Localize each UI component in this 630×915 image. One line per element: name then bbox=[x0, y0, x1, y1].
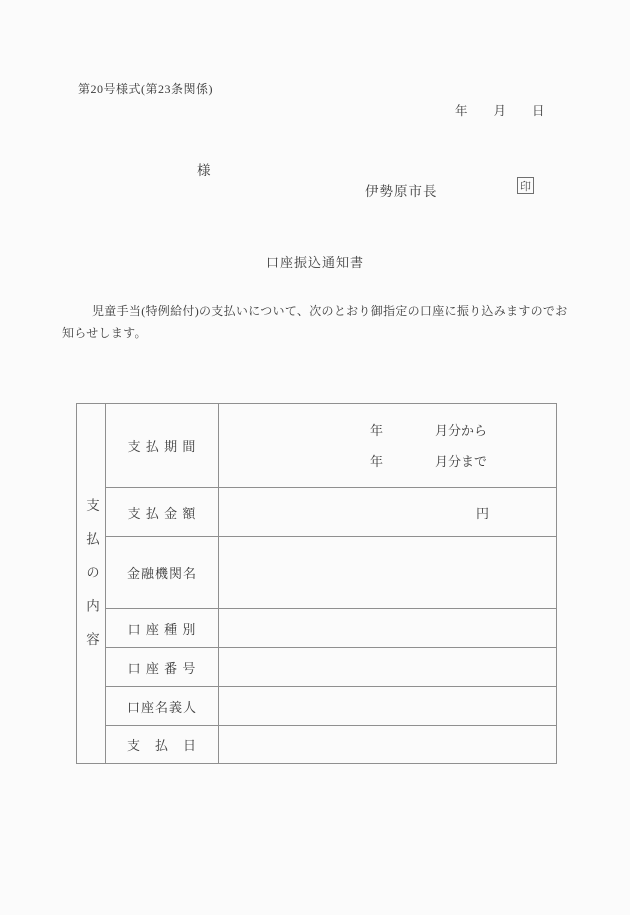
date-year-label: 年 bbox=[455, 104, 468, 118]
addressee-honorific: 様 bbox=[197, 163, 211, 178]
payment-details-table bbox=[76, 403, 557, 764]
account-number-label: 口 座 番 号 bbox=[106, 648, 219, 687]
account-holder-value-cell bbox=[219, 687, 557, 726]
form-number: 第20号様式(第23条関係) bbox=[78, 82, 213, 96]
payment-amount-value-cell: 円 bbox=[219, 488, 557, 537]
payment-period-label: 支 払 期 間 bbox=[106, 404, 219, 488]
payment-period-value-cell bbox=[219, 404, 557, 488]
sender-name: 伊勢原市長 bbox=[365, 184, 438, 199]
account-type-label: 口 座 種 別 bbox=[106, 609, 219, 648]
vertical-header-text: 支払の内容 bbox=[84, 497, 99, 666]
payment-period-to: 年 月分まで bbox=[370, 453, 488, 469]
body-line-1: 児童手当(特例給付)の支払いについて、次のとおり御指定の口座に振り込みますのでお bbox=[92, 304, 568, 318]
account-holder-label: 口座名義人 bbox=[106, 687, 219, 726]
account-type-value-cell bbox=[219, 609, 557, 648]
body-line-2: 知らせします。 bbox=[62, 326, 147, 340]
document-title: 口座振込通知書 bbox=[265, 255, 364, 270]
seal-mark-icon: 印 bbox=[517, 177, 534, 194]
payment-date-label: 支 払 日 bbox=[106, 726, 219, 764]
date-month-label: 月 bbox=[493, 104, 507, 118]
financial-institution-label: 金融機関名 bbox=[106, 537, 219, 609]
body-paragraph bbox=[62, 300, 568, 344]
payment-period-from: 年 月分から bbox=[370, 422, 488, 438]
payment-amount-label: 支 払 金 額 bbox=[106, 488, 219, 537]
financial-institution-value-cell bbox=[219, 537, 557, 609]
table-vertical-header bbox=[77, 404, 106, 764]
payment-date-value-cell bbox=[219, 726, 557, 764]
account-number-value-cell bbox=[219, 648, 557, 687]
date-day-label: 日 bbox=[532, 104, 545, 118]
date-line bbox=[455, 101, 545, 119]
